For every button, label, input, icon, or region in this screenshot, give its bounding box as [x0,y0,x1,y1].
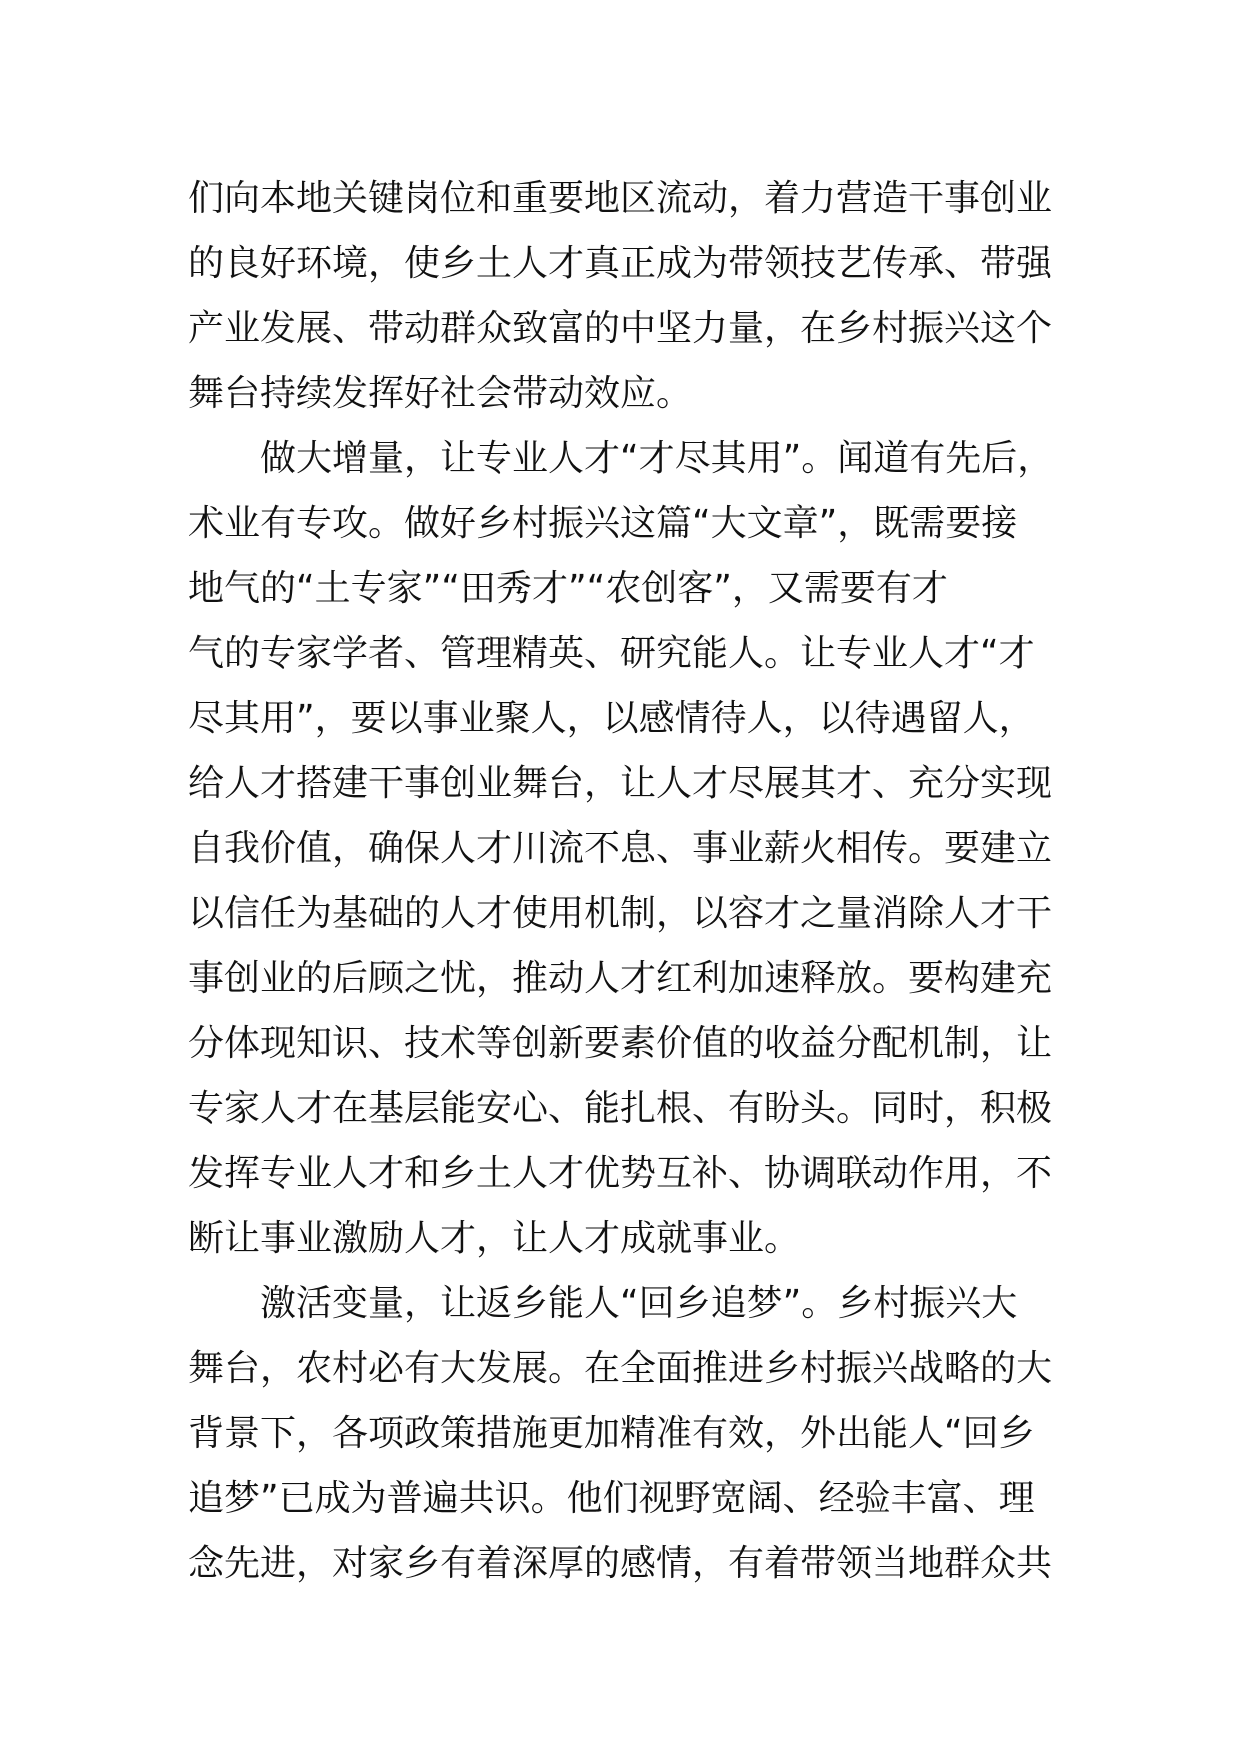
text-line: 的良好环境，使乡土人才真正成为带领技艺传承、带强 [188,243,1053,284]
body-text [188,166,1088,1596]
text-line: 自我价值，确保人才川流不息、事业薪火相传。要建立 [188,828,1053,869]
paragraph-start-line: 做大增量，让专业人才“才尽其用”。闻道有先后， [260,438,1054,479]
text-line: 断让事业激励人才，让人才成就事业。 [188,1218,801,1259]
text-line: 们向本地关键岗位和重要地区流动，着力营造干事创业 [188,178,1053,219]
text-line: 舞台持续发挥好社会带动效应。 [188,373,693,414]
text-line: 追梦”已成为普遍共识。他们视野宽阔、经验丰富、理 [188,1478,1035,1519]
text-line: 舞台，农村必有大发展。在全面推进乡村振兴战略的大 [188,1348,1053,1389]
text-line: 分体现知识、技术等创新要素价值的收益分配机制，让 [188,1023,1053,1064]
text-line: 给人才搭建干事创业舞台，让人才尽展其才、充分实现 [188,763,1053,804]
text-line: 产业发展、带动群众致富的中坚力量，在乡村振兴这个 [188,308,1053,349]
text-line: 专家人才在基层能安心、能扎根、有盼头。同时，积极 [188,1088,1053,1129]
text-line: 尽其用”，要以事业聚人，以感情待人，以待遇留人， [188,698,1035,739]
text-line: 发挥专业人才和乡土人才优势互补、协调联动作用，不 [188,1153,1053,1194]
paragraph-start-line: 激活变量，让返乡能人“回乡追梦”。乡村振兴大 [260,1283,1018,1324]
text-line: 气的专家学者、管理精英、研究能人。让专业人才“才 [188,633,1035,674]
text-line: 念先进，对家乡有着深厚的感情，有着带领当地群众共 [188,1543,1053,1584]
text-line: 以信任为基础的人才使用机制，以容才之量消除人才干 [188,893,1053,934]
text-line: 术业有专攻。做好乡村振兴这篇“大文章”，既需要接 [188,503,1018,544]
text-line: 事创业的后顾之忧，推动人才红利加速释放。要构建充 [188,958,1053,999]
text-line: 地气的“土专家”“田秀才”“农创客”，又需要有才 [188,568,948,609]
text-line: 背景下，各项政策措施更加精准有效，外出能人“回乡 [188,1413,1035,1454]
